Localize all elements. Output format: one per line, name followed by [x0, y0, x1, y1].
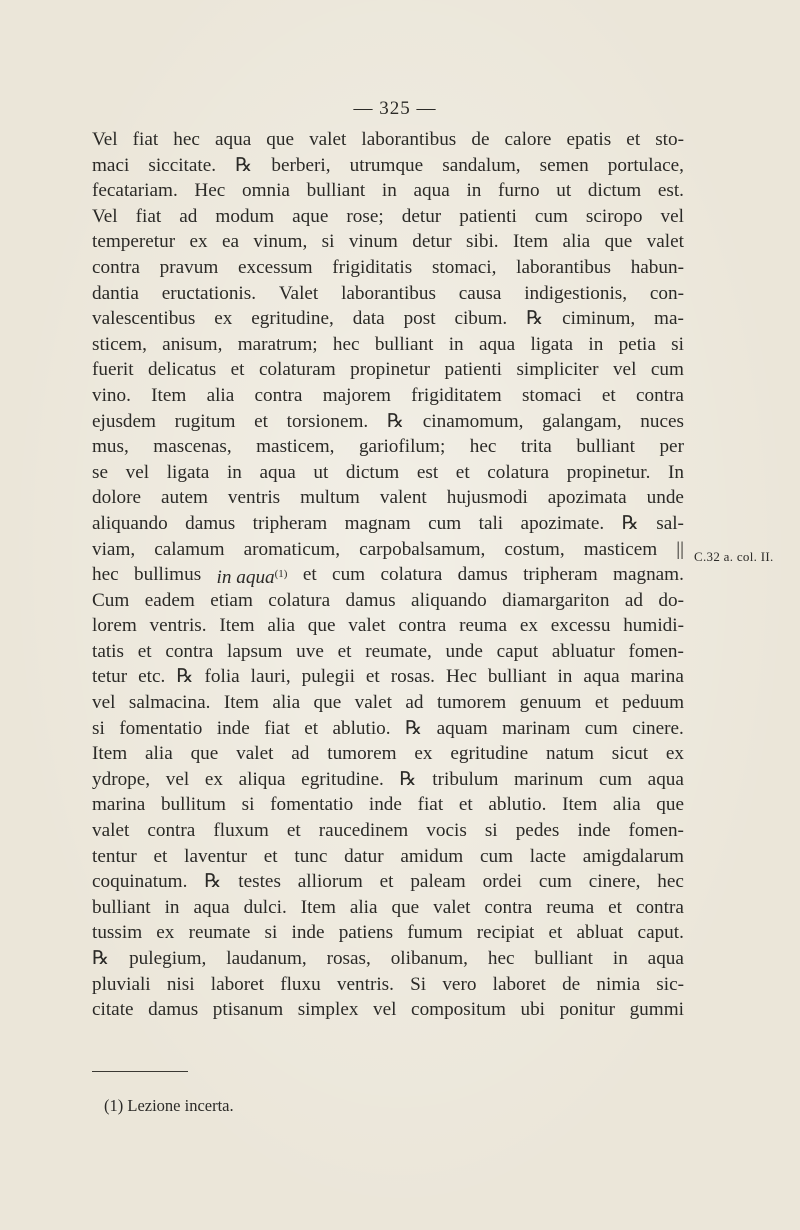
text-line: dantia eructationis. Valet laborantibus causa indigestionis, con- — [92, 282, 684, 304]
text-line: tussim ex reumate si inde patiens fumum recipiat et abluat caput. — [92, 922, 684, 944]
text-line: tetur etc. ℞ folia lauri, pulegii et rosas. Hec bulliant in aqua marina — [92, 666, 684, 688]
footnote-rule — [92, 1071, 188, 1072]
text-line: sticem, anisum, maratrum; hec bulliant in aqua ligata in petia si — [92, 333, 684, 355]
text-line: mus, mascenas, masticem, gariofilum; hec trita bulliant per — [92, 436, 684, 458]
text-line: contra pravum excessum frigiditatis stomaci, laborantibus habun- — [92, 256, 684, 278]
footnote: (1) Lezione incerta. — [104, 1096, 234, 1115]
text-line: vino. Item alia contra majorem frigiditatem stomaci et contra — [92, 384, 684, 406]
text-line: si fomentatio inde fiat et ablutio. ℞ aquam marinam cum cinere. — [92, 717, 684, 739]
text-line: hec bullimus in aqua$^{(1)}$ et cum colatura damus tripheram magnam. — [92, 564, 684, 589]
text-line: Vel fiat ad modum aque rose; detur patienti cum sciropo vel — [92, 205, 684, 227]
text-line: aliquando damus tripheram magnam cum tali apozimate. ℞ sal- — [92, 512, 684, 534]
page-number: — 325 — — [353, 98, 437, 119]
text-line: maci siccitate. ℞ berberi, utrumque sandalum, semen portulace, — [92, 154, 684, 176]
text-line: temperetur ex ea vinum, si vinum detur sibi. Item alia que valet — [92, 231, 684, 253]
text-line: ℞ pulegium, laudanum, rosas, olibanum, hec bulliant in aqua — [92, 948, 684, 969]
text-line: citate damus ptisanum simplex vel compositum ubi ponitur gummi — [92, 999, 684, 1021]
text-line: fuerit delicatus et colaturam propinetur patienti simpliciter vel cum — [92, 359, 684, 381]
text-line: valet contra fluxum et raucedinem vocis si pedes inde fomen- — [92, 820, 684, 842]
text-line: Cum eadem etiam colatura damus aliquando diamargariton ad do- — [92, 589, 684, 611]
text-line: se vel ligata in aqua ut dictum est et colatura propinetur. In — [92, 461, 684, 483]
text-line: marina bullitum si fomentatio inde fiat et ablutio. Item alia que — [92, 794, 684, 816]
text-line: pluviali nisi laboret fluxu ventris. Si vero laboret de nimia sic- — [92, 973, 684, 995]
text-line: valescentibus ex egritudine, data post cibum. ℞ ciminum, ma- — [92, 308, 684, 330]
text-line: vel salmacina. Item alia que valet ad tumorem genuum et peduum — [92, 692, 684, 714]
text-line: dolore autem ventris multum valent hujusmodi apozimata unde — [92, 487, 684, 509]
margin-note: C.32 a. col. II. — [694, 549, 774, 564]
text-line: viam, calamum aromaticum, carpobalsamum, costum, masticem || — [92, 538, 684, 560]
text-line: bulliant in aqua dulci. Item alia que valet contra reuma et contra — [92, 896, 684, 918]
text-line: tentur et laventur et tunc datur amidum cum lacte amigdalarum — [92, 845, 684, 867]
text-line: Vel fiat hec aqua que valet laborantibus de calore epatis et sto- — [92, 129, 684, 150]
text-line: lorem ventris. Item alia que valet contra reuma ex excessu humidi- — [92, 615, 684, 637]
text-line: Item alia que valet ad tumorem ex egritudine natum sicut ex — [92, 743, 684, 765]
text-line: ejusdem rugitum et torsionem. ℞ cinamomum, galangam, nuces — [92, 410, 684, 432]
text-line: fecatariam. Hec omnia bulliant in aqua in furno ut dictum est. — [92, 180, 684, 202]
text-line: tatis et contra lapsum uve et reumate, unde caput abluatur fomen- — [92, 640, 684, 662]
body-text — [92, 127, 684, 1023]
text-line: coquinatum. ℞ testes alliorum et paleam ordei cum cinere, hec — [92, 871, 684, 893]
text-line: ydrope, vel ex aliqua egritudine. ℞ tribulum marinum cum aqua — [92, 768, 684, 790]
